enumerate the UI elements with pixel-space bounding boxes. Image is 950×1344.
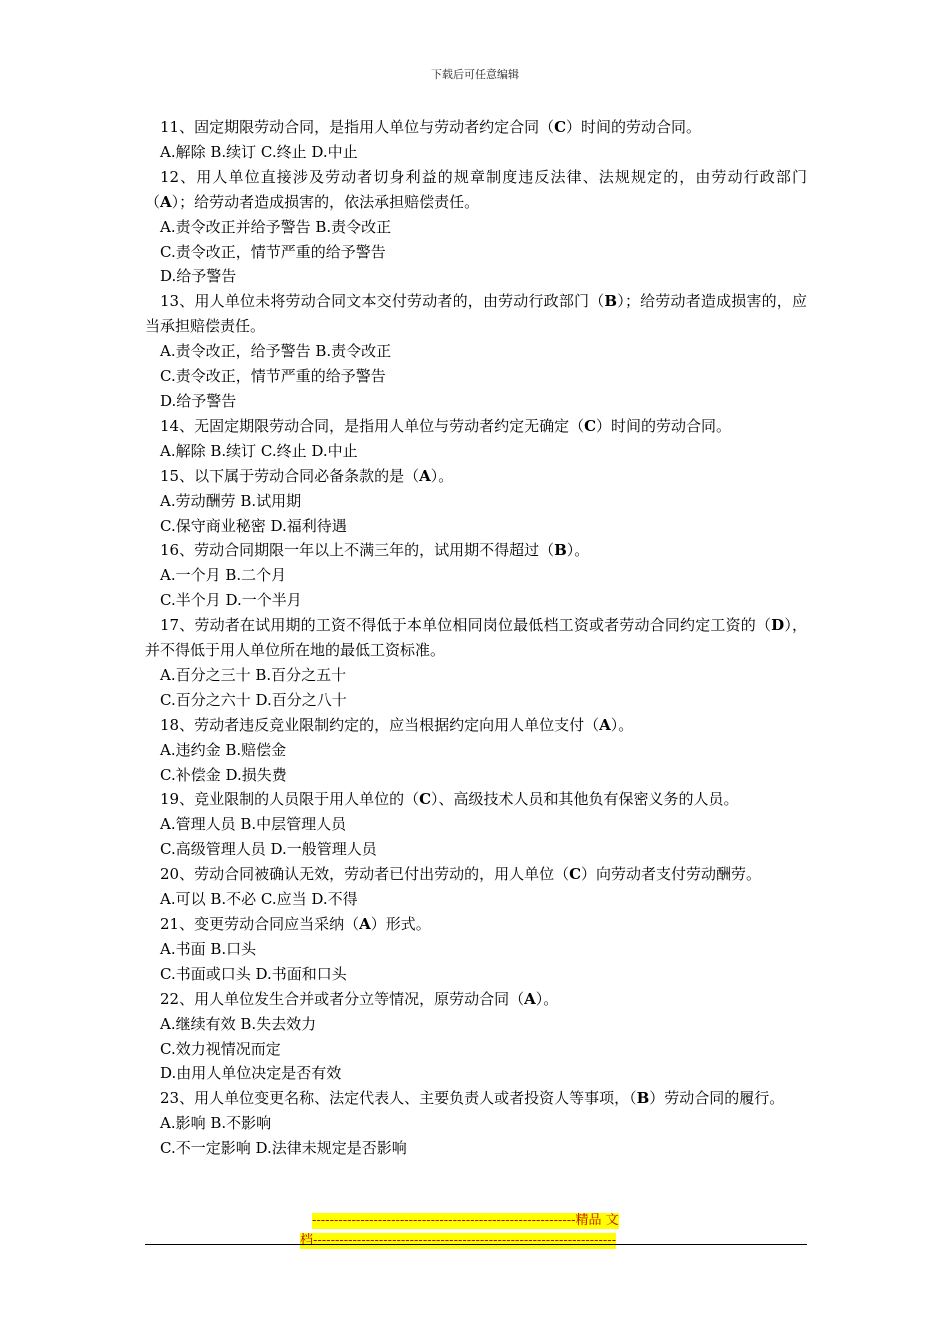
option-line: [145, 264, 807, 289]
line-text: ）。: [535, 989, 559, 1008]
option-line: [145, 1037, 807, 1062]
line-text: ）。: [430, 466, 454, 485]
line-text: ）形式。: [370, 915, 431, 933]
answer-letter: A: [160, 192, 172, 211]
question-line: [145, 713, 807, 738]
line-text: 20、劳动合同被确认无效，劳动者已付出劳动的，用人单位（: [160, 865, 570, 884]
question-line: [145, 538, 807, 563]
answer-letter: B: [604, 292, 618, 311]
question-line: [145, 987, 807, 1012]
option-line: [145, 489, 807, 514]
question-line: [145, 1086, 807, 1111]
line-text: 13、用人单位未将劳动合同文本交付劳动者的，由劳动行政部门（: [160, 292, 605, 311]
option-line: [145, 439, 807, 464]
line-text: A.违约金 B.赔偿金: [160, 740, 287, 759]
option-line: [145, 588, 807, 613]
line-text: 14、无固定期限劳动合同，是指用人单位与劳动者约定无确定（: [160, 416, 585, 435]
answer-letter: A: [359, 915, 371, 933]
option-line: [145, 1111, 807, 1136]
question-line: [145, 115, 807, 140]
option-line: [145, 514, 807, 539]
question-line: [145, 289, 807, 339]
line-text: ）劳动合同的履行。: [649, 1089, 785, 1108]
option-line: [145, 937, 807, 962]
option-line: [145, 339, 807, 364]
question-line: [145, 613, 807, 663]
answer-letter: C: [584, 416, 597, 435]
answer-letter: B: [554, 541, 567, 560]
footer-line-2: 档---------------------------------------------------------------------: [300, 1233, 617, 1248]
question-line: [145, 912, 807, 937]
line-text: A.影响 B.不影响: [160, 1114, 272, 1133]
line-text: A.责令改正，给予警告 B.责令改正: [160, 342, 392, 361]
line-text: 18、劳动者违反竞业限制约定的，应当根据约定向用人单位支付（: [160, 715, 600, 734]
answer-letter: B: [636, 1089, 650, 1108]
line-text: A.继续有效 B.失去效力: [160, 1014, 317, 1033]
option-line: [145, 763, 807, 788]
line-text: ）、高级技术人员和其他负有保密义务的人员。: [431, 790, 739, 809]
line-text: A.管理人员 B.中层管理人员: [160, 815, 347, 834]
option-line: [145, 887, 807, 912]
line-text: ）；给劳动者造成损害的，依法承担赔偿责任。: [171, 192, 480, 211]
line-text: C.不一定影响 D.法律未规定是否影响: [160, 1139, 407, 1158]
line-text: C.责令改正，情节严重的给予警告: [160, 367, 386, 386]
line-text: A.责令改正并给予警告 B.责令改正: [160, 217, 392, 236]
question-line: [145, 165, 807, 215]
answer-letter: C: [419, 790, 432, 809]
line-text: 23、用人单位变更名称、法定代表人、主要负责人或者投资人等事项，（: [160, 1089, 637, 1108]
option-line: [145, 563, 807, 588]
question-line: [145, 862, 807, 887]
line-text: C.高级管理人员 D.一般管理人员: [160, 840, 377, 859]
question-line: [145, 464, 807, 489]
line-text: ）；给劳动者造成损害的，应当承担赔偿责任。: [145, 292, 807, 336]
option-line: [145, 1012, 807, 1037]
line-text: C.责令改正，情节严重的给予警告: [160, 242, 386, 261]
line-text: A.可以 B.不必 C.应当 D.不得: [160, 890, 358, 909]
line-text: C.半个月 D.一个半月: [160, 591, 302, 610]
option-line: [145, 1061, 807, 1086]
option-line: [145, 140, 807, 165]
option-line: [145, 215, 807, 240]
line-text: 21、变更劳动合同应当采纳（: [160, 915, 360, 933]
question-line: [145, 414, 807, 439]
option-line: [145, 1136, 807, 1161]
footer-line-1: ------------------------------------------------------------精品 文: [312, 1213, 619, 1228]
line-text: ）。: [566, 541, 590, 560]
option-line: [145, 688, 807, 713]
line-text: ）向劳动者支付劳动酬劳。: [581, 865, 762, 884]
answer-letter: C: [554, 118, 567, 136]
document-body: [145, 115, 807, 1161]
bottom-rule: [145, 1244, 807, 1245]
line-text: C.补偿金 D.损失费: [160, 765, 287, 784]
line-text: C.效力视情况而定: [160, 1039, 281, 1058]
option-line: [145, 812, 807, 837]
line-text: 17、劳动者在试用期的工资不得低于本单位相同岗位最低档工资或者劳动合同约定工资的（: [160, 616, 772, 635]
line-text: ）时间的劳动合同。: [566, 118, 702, 136]
line-text: 12、用人单位直接涉及劳动者切身利益的规章制度违反法律、法规规定的，由劳动行政部门（: [145, 167, 807, 211]
answer-letter: A: [524, 989, 536, 1008]
line-text: A.解除 B.续订 C.终止 D.中止: [160, 441, 358, 460]
answer-letter: C: [569, 865, 582, 884]
line-text: A.百分之三十 B.百分之五十: [160, 665, 347, 684]
question-line: [145, 787, 807, 812]
line-text: A.劳动酬劳 B.试用期: [160, 491, 302, 510]
line-text: ）。: [610, 715, 634, 734]
page-header: 下载后可任意编辑: [431, 68, 519, 81]
option-line: [145, 364, 807, 389]
option-line: [145, 837, 807, 862]
option-line: [145, 962, 807, 987]
line-text: ）时间的劳动合同。: [596, 416, 732, 435]
line-text: D.由用人单位决定是否有效: [160, 1064, 342, 1083]
line-text: C.书面或口头 D.书面和口头: [160, 964, 347, 983]
line-text: A.一个月 B.二个月: [160, 566, 287, 585]
line-text: 16、劳动合同期限一年以上不满三年的，试用期不得超过（: [160, 541, 555, 560]
option-line: [145, 738, 807, 763]
line-text: C.保守商业秘密 D.福利待遇: [160, 516, 347, 535]
line-text: A.书面 B.口头: [160, 939, 257, 958]
option-line: [145, 240, 807, 265]
answer-letter: A: [419, 466, 431, 485]
option-line: [145, 663, 807, 688]
line-text: ），并不得低于用人单位所在地的最低工资标准。: [145, 616, 807, 660]
option-line: [145, 389, 807, 414]
line-text: 19、竞业限制的人员限于用人单位的（: [160, 790, 420, 809]
answer-letter: A: [599, 715, 611, 734]
line-text: 11、固定期限劳动合同，是指用人单位与劳动者约定合同（: [160, 118, 555, 136]
line-text: 15、以下属于劳动合同必备条款的是（: [160, 466, 420, 485]
answer-letter: D: [771, 616, 785, 635]
line-text: D.给予警告: [160, 267, 237, 286]
line-text: D.给予警告: [160, 391, 237, 410]
footer-banner: [300, 1209, 650, 1249]
line-text: A.解除 B.续订 C.终止 D.中止: [160, 142, 358, 161]
line-text: C.百分之六十 D.百分之八十: [160, 690, 347, 709]
line-text: 22、用人单位发生合并或者分立等情况，原劳动合同（: [160, 989, 525, 1008]
